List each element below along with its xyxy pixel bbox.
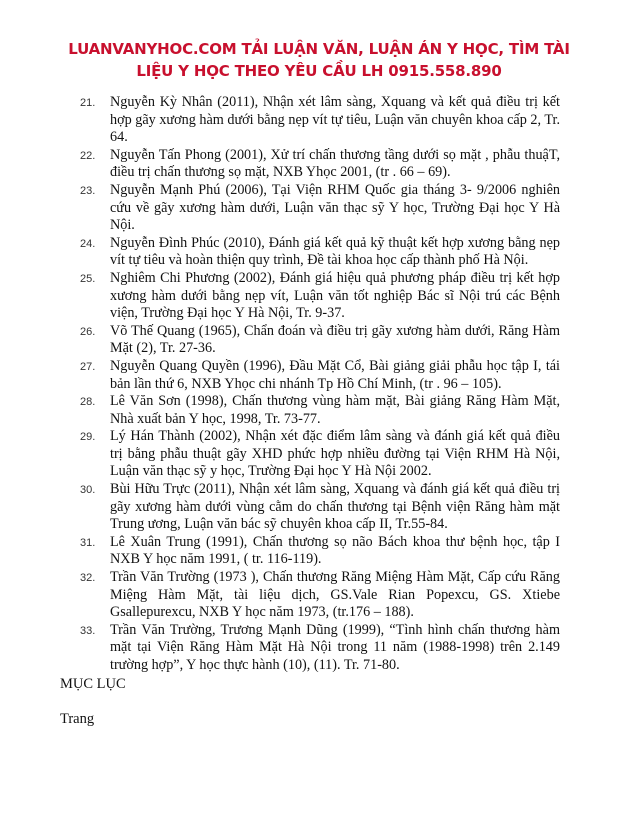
toc-title: MỤC LỤC — [60, 676, 126, 692]
reference-item — [0, 358, 560, 393]
reference-text: Nghiêm Chi Phương (2002), Đánh giá hiệu quả phương pháp điều trị kết hợp xương hàm dưới bằng nẹp vít, Luận văn tốt nghiệp Bác sĩ Nội trú các Bệnh viện, Trường Đại học Y Hà Nội, Tr. 9-37. — [110, 269, 560, 322]
reference-number: 22. — [80, 149, 96, 162]
reference-number: 23. — [80, 184, 96, 197]
reference-text: Bùi Hữu Trực (2011), Nhận xét lâm sàng, Xquang và đánh giá kết quả điều trị gãy xương hàm dưới vùng cằm do chấn thương tại Bệnh viện Răng hàm mặt Trung ương, Luận văn bác sỹ chuyên khoa cấp II, Tr.55-84. — [110, 481, 560, 533]
reference-list — [0, 94, 638, 675]
reference-item — [0, 182, 560, 235]
reference-number: 33. — [80, 624, 96, 637]
reference-number: 25. — [80, 272, 96, 285]
header-banner — [60, 38, 578, 82]
reference-number: 24. — [80, 237, 96, 250]
reference-text: Lê Xuân Trung (1991), Chấn thương sọ não Bách khoa thư bệnh học, tập I NXB Y học năm 1991, ( tr. 116-119). — [110, 533, 560, 568]
reference-text: Nguyễn Mạnh Phú (2006), Tại Viện RHM Quốc gia tháng 3- 9/2006 nghiên cứu về gãy xương hàm dưới, Luận văn thạc sỹ Y học, Trường Đại học Y Hà Nội. — [110, 181, 560, 234]
reference-item — [0, 323, 560, 358]
reference-text: Lý Hán Thành (2002), Nhận xét đặc điểm lâm sàng và đánh giá kết quả điều trị bằng phẫu thuật gãy XHD phức hợp nhiều đường tại Viện RHM Hà Nội, Luận văn thạc sỹ y học, Trường Đại học Y Hà Nội 2002. — [110, 428, 560, 480]
reference-item — [0, 569, 560, 622]
reference-text: Nguyễn Kỳ Nhân (2011), Nhận xét lâm sàng, Xquang và kết quả điều trị kết hợp gãy xương hàm dưới bằng nẹp vít tự tiêu, Luận văn chuyên khoa cấp 2, Tr. 64. — [110, 94, 560, 146]
reference-number: 29. — [80, 431, 96, 444]
reference-item — [0, 94, 560, 147]
reference-item — [0, 147, 560, 182]
reference-item — [0, 481, 560, 534]
reference-text: Trần Văn Trường, Trương Mạnh Dũng (1999), “Tình hình chấn thương hàm mặt tại Viện Răng Hàm Mặt Hà Nội trong 11 năm (1988-1998) trên 2.149 trường hợp”, Y học thực hành (10), (11). Tr. 71-80. — [110, 621, 560, 673]
reference-item — [0, 235, 560, 270]
reference-text: Nguyễn Quang Quyền (1996), Đầu Mặt Cổ, Bài giảng giải phẫu học tập I, tái bản lần thứ 6, NXB Yhọc chi nhánh Tp Hồ Chí Minh, (tr . 96 – 105). — [110, 357, 560, 392]
reference-item — [0, 534, 560, 569]
reference-text: Nguyễn Tấn Phong (2001), Xử trí chấn thương tầng dưới sọ mặt , phẫu thuậT, điều trị chấn thương sọ mặt, NXB Yhọc 2001, (tr . 66 – 69). — [110, 146, 560, 181]
reference-number: 26. — [80, 325, 96, 338]
reference-item — [0, 270, 560, 323]
reference-number: 31. — [80, 536, 96, 549]
reference-text: Trần Văn Trường (1973 ), Chấn thương Răng Miệng Hàm Mặt, Cấp cứu Răng Miệng Hàm Mặt, tài liệu dịch, GS.Vale Rian Popexcu, GS. Xtiebe Gsallepurexcu, NXB Y học năm 1973, (tr.176 – 188). — [110, 569, 560, 621]
header-line-2: LIỆU Y HỌC THEO YÊU CẦU LH 0915.558.890 — [136, 62, 502, 80]
toc-page-label: Trang — [60, 711, 95, 727]
reference-number: 32. — [80, 572, 96, 585]
reference-text: Lê Văn Sơn (1998), Chấn thương vùng hàm mặt, Bài giảng Răng Hàm Mặt, Nhà xuất bản Y học, 1998, Tr. 73-77. — [110, 393, 560, 427]
reference-number: 28. — [80, 396, 96, 409]
reference-number: 21. — [80, 97, 96, 109]
reference-item — [0, 428, 560, 481]
reference-text: Võ Thế Quang (1965), Chẩn đoán và điều trị gãy xương hàm dưới, Răng Hàm Mặt (2), Tr. 27-36. — [110, 322, 560, 357]
reference-text: Nguyễn Đình Phúc (2010), Đánh giá kết quả kỹ thuật kết hợp xương bằng nẹp vít tự tiêu và hoàn thiện quy trình, Đề tài khoa học cấp thành phố Hà Nội. — [110, 234, 560, 269]
header-line-1: LUANVANYHOC.COM TẢI LUẬN VĂN, LUẬN ÁN Y HỌC, TÌM TÀI — [68, 40, 570, 58]
reference-item — [0, 393, 560, 428]
reference-number: 27. — [80, 360, 96, 373]
reference-number: 30. — [80, 484, 96, 497]
reference-item — [0, 622, 560, 675]
